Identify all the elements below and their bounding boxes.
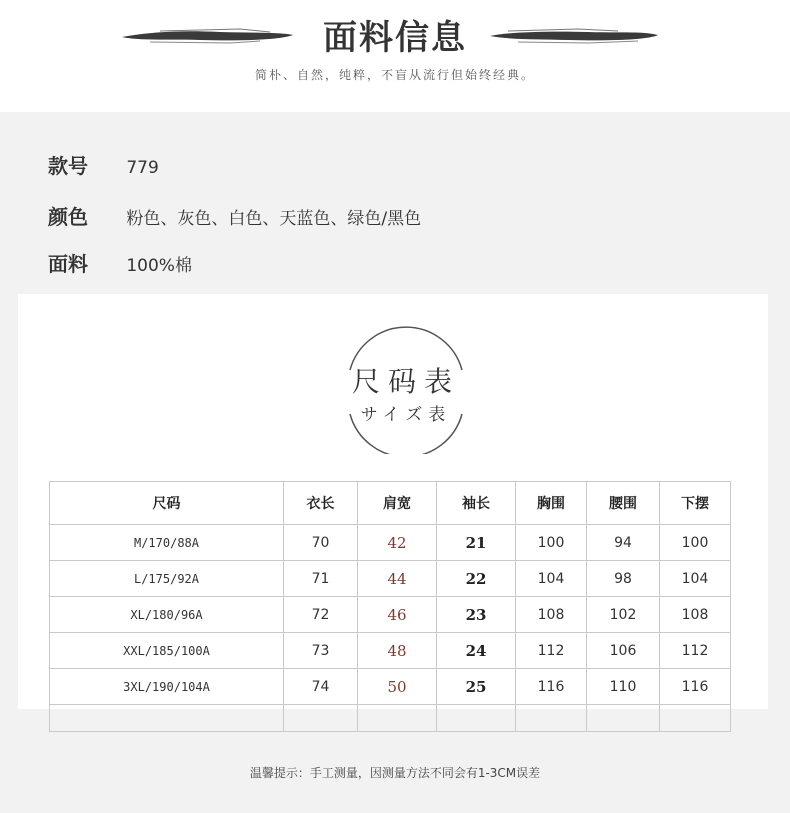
- column-header: 衣长: [284, 482, 358, 525]
- table-cell: 102: [587, 597, 660, 633]
- table-cell: 106: [587, 633, 660, 669]
- table-cell: 25: [437, 669, 516, 705]
- table-cell: 94: [587, 525, 660, 561]
- table-cell: [284, 705, 358, 732]
- table-cell: XL/180/96A: [50, 597, 284, 633]
- table-cell: 112: [660, 633, 731, 669]
- table-cell: 46: [358, 597, 437, 633]
- table-row: [50, 633, 731, 669]
- table-cell: 110: [587, 669, 660, 705]
- header: [0, 0, 790, 112]
- stamp-sub-text: サイズ表: [360, 405, 452, 425]
- table-row: [50, 525, 731, 561]
- table-cell: 50: [358, 669, 437, 705]
- table-cell: 71: [284, 561, 358, 597]
- info-value: 779: [126, 158, 159, 178]
- table-cell: 70: [284, 525, 358, 561]
- table-cell: 98: [587, 561, 660, 597]
- table-cell: 3XL/190/104A: [50, 669, 284, 705]
- table-cell: M/170/88A: [50, 525, 284, 561]
- table-cell: 42: [358, 525, 437, 561]
- page-subtitle: 简朴、自然，纯粹，不盲从流行但始终经典。: [254, 68, 535, 82]
- info-fabric: [48, 248, 192, 277]
- table-cell: 22: [437, 561, 516, 597]
- table-cell: [587, 705, 660, 732]
- table-cell: 104: [516, 561, 587, 597]
- table-cell: 100: [660, 525, 731, 561]
- table-row: [50, 561, 731, 597]
- table-cell: L/175/92A: [50, 561, 284, 597]
- table-cell: [660, 705, 731, 732]
- column-header: 下摆: [660, 482, 731, 525]
- table-cell: 23: [437, 597, 516, 633]
- stamp-main-text: 尺码表: [351, 365, 460, 398]
- table-cell: 73: [284, 633, 358, 669]
- info-value: 100%棉: [126, 256, 192, 276]
- table-cell: 108: [660, 597, 731, 633]
- table-cell: 116: [660, 669, 731, 705]
- table-header-row: [50, 482, 731, 525]
- column-header: 腰围: [587, 482, 660, 525]
- table-cell: 24: [437, 633, 516, 669]
- column-header: 肩宽: [358, 482, 437, 525]
- brush-stroke-right: [488, 26, 660, 46]
- column-header: 尺码: [50, 482, 284, 525]
- table-cell: 116: [516, 669, 587, 705]
- info-value: 粉色、灰色、白色、天蓝色、绿色/黑色: [126, 209, 422, 229]
- info-style-number: [48, 150, 159, 179]
- page-title: 面料信息: [323, 18, 467, 58]
- size-chart-stamp: [336, 324, 476, 454]
- table-cell: [50, 705, 284, 732]
- column-header: 胸围: [516, 482, 587, 525]
- table-row-empty: [50, 705, 731, 732]
- table-cell: 48: [358, 633, 437, 669]
- column-header: 袖长: [437, 482, 516, 525]
- table-cell: 74: [284, 669, 358, 705]
- table-cell: [437, 705, 516, 732]
- size-table: [49, 481, 731, 732]
- table-cell: 44: [358, 561, 437, 597]
- info-label: 面料: [48, 252, 88, 276]
- table-cell: 104: [660, 561, 731, 597]
- table-cell: 21: [437, 525, 516, 561]
- measurement-note: 温馨提示：手工测量，因测量方法不同会有1-3CM误差: [249, 766, 541, 780]
- table-cell: 112: [516, 633, 587, 669]
- info-color: [48, 201, 421, 230]
- table-cell: XXL/185/100A: [50, 633, 284, 669]
- table-cell: [516, 705, 587, 732]
- table-cell: 100: [516, 525, 587, 561]
- table-cell: 108: [516, 597, 587, 633]
- size-chart-card: [18, 294, 768, 709]
- table-cell: 72: [284, 597, 358, 633]
- table-row: [50, 669, 731, 705]
- table-row: [50, 597, 731, 633]
- table-cell: [358, 705, 437, 732]
- info-label: 款号: [48, 154, 88, 178]
- info-label: 颜色: [48, 205, 88, 229]
